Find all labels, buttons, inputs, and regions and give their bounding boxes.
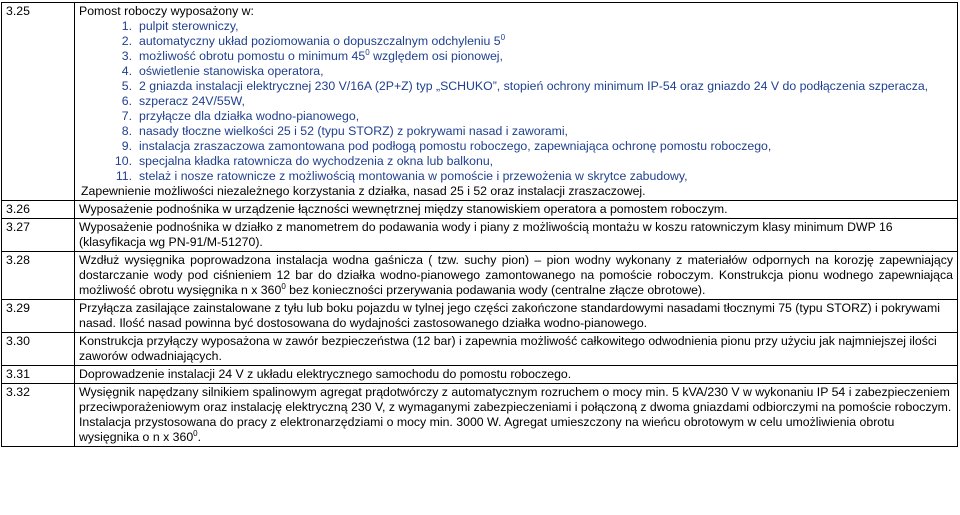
list-item-text <box>139 169 953 184</box>
list-item-text-main: nasady tłoczne wielkości 25 i 52 (typu STORZ) z pokrywami nasad i zaworami, <box>139 124 568 138</box>
table-row <box>2 384 958 447</box>
list-item-number: 10. <box>114 154 132 168</box>
specification-table <box>1 2 958 447</box>
section-title: Pomost roboczy wyposażony w: <box>79 4 254 18</box>
list-item-text-main: specjalna kładka ratownicza do wychodzenia z okna lub balkonu, <box>139 154 494 168</box>
list-item-text-main: pulpit sterowniczy, <box>139 19 239 33</box>
table-row <box>2 201 958 219</box>
list-item-number: 4. <box>121 64 132 78</box>
row-text-main: Wysięgnik napędzany silnikiem spalinowym agregat prądotwórczy z automatycznym rozruchem o mocy min. 5 kVA/230 V w wykonaniu IP 54 i zabezpieczeniem przeciwporażeniowym oraz instalację elektryczną 230 V, z wymaganymi zabezpieczeniami i połączoną z dwoma gniazdami odbiorczymi na pomoście roboczym. Instalacja przystosowana do pracy z elektronarzędziami o mocy min. 3000 W. Agregat umieszczony na wieńcu obrotowym w celu umożliwienia obrotu wysięgnika o n x 360 <box>79 385 952 444</box>
row-number: 3.25 <box>2 3 75 201</box>
section-footer: Zapewnienie możliwości niezależnego korzystania z działka, nasad 25 i 52 oraz instalacji zraszaczowej. <box>81 184 646 198</box>
list-item <box>79 19 953 34</box>
row-text <box>75 252 958 300</box>
degree-superscript: 0 <box>281 281 286 291</box>
list-item-text-main: oświetlenie stanowiska operatora, <box>139 64 324 78</box>
list-item <box>79 79 953 94</box>
list-item <box>79 94 953 109</box>
list-item-text <box>139 139 953 154</box>
table-row <box>2 300 958 333</box>
list-item-text <box>139 109 953 124</box>
list-item-text <box>139 79 953 94</box>
row-text: Doprowadzenie instalacji 24 V z układu elektrycznego samochodu do pomostu roboczego. <box>75 366 958 384</box>
degree-superscript: 0 <box>500 32 506 42</box>
row-text: Konstrukcja przyłączy wyposażona w zawór bezpieczeństwa (12 bar) i zapewnia możliwość całkowitego odwodnienia pionu przy użyciu jak najmniejszej ilości zaworów odwadniających. <box>75 333 958 366</box>
list-item-number: 9. <box>121 139 132 153</box>
list-item <box>79 49 953 64</box>
row-text: Wyposażenie podnośnika w urządzenie łączności wewnętrznej między stanowiskiem operatora a pomostem roboczym. <box>75 201 958 219</box>
list-item-text <box>139 49 953 64</box>
list-item-text-main: możliwość obrotu pomostu o minimum 45 <box>139 49 366 63</box>
list-item-text <box>139 94 953 109</box>
row-number: 3.27 <box>2 219 75 252</box>
list-item-number: 7. <box>121 109 132 123</box>
row-text: Przyłącza zasilające zainstalowane z tyłu lub boku pojazdu w tylnej jego części zakończone standardowymi nasadami tłocznymi 75 (typu STORZ) i pokrywami nasad. Ilość nasad powinna być dostosowana do wydajności zastosowanego działka wodno-pianowego. <box>75 300 958 333</box>
list-item <box>79 64 953 79</box>
table-row <box>2 333 958 366</box>
list-item-number: 11. <box>115 169 132 183</box>
list-item-number: 1. <box>121 19 132 33</box>
row-number: 3.31 <box>2 366 75 384</box>
list-item <box>79 154 953 169</box>
list-item <box>79 169 953 184</box>
list-item-text <box>139 19 953 34</box>
list-item-text-main: instalacja zraszaczowa zamontowana pod podłogą pomostu roboczego, zapewniająca ochronę pomostu roboczego, <box>139 139 772 153</box>
list-item <box>79 109 953 124</box>
row-number: 3.29 <box>2 300 75 333</box>
degree-superscript: 0 <box>365 47 370 57</box>
row-text-main: Wzdłuż wysięgnika poprowadzona instalacja wodna gaśnicza ( tzw. suchy pion) – pion wodny wykonany z materiałów odpornych na korozję zapewniający dostarczanie wody pod ciśnieniem 12 bar do działka wodno-pianowego zamontowanego na pomoście roboczym. Konstrukcja pionu wodnego zapewniająca możliwość obrotu wysięgnika n x 360 <box>79 253 953 297</box>
row-number: 3.28 <box>2 252 75 300</box>
list-item <box>79 139 953 154</box>
row-number: 3.26 <box>2 201 75 219</box>
list-item <box>79 34 953 49</box>
row-text-tail: bez konieczności przerywania podawania wody (centralne złącze obrotowe). <box>285 283 706 297</box>
list-item-text-main: stelaż i nosze ratownicze z możliwością montowania w pomoście i przewożenia w skrytce zabudowy, <box>139 169 688 183</box>
list-item-text-main: automatyczny układ poziomowania o dopuszczalnym odchyleniu 5 <box>139 34 501 48</box>
list-item-text-main: przyłącze dla działka wodno-pianowego, <box>139 109 360 123</box>
list-item-number: 3. <box>121 49 132 63</box>
list-item-number: 5. <box>121 79 132 93</box>
list-item-text-tail: względem osi pionowej, <box>369 49 503 63</box>
list-item-number: 8. <box>121 124 132 138</box>
row-number: 3.32 <box>2 384 75 447</box>
table-row <box>2 252 958 300</box>
row-text: Wyposażenie podnośnika w działko z manometrem do podawania wody i piany z możliwością montażu w koszu ratowniczym klasy minimum DWP 16 (klasyfikacja wg PN-91/M-51270). <box>75 219 958 252</box>
table-row <box>2 3 958 201</box>
row-text <box>75 384 958 447</box>
list-item-number: 6. <box>121 94 132 108</box>
table-row <box>2 219 958 252</box>
row-content <box>75 3 958 201</box>
degree-superscript: 0 <box>193 428 198 438</box>
equipment-list <box>79 19 953 184</box>
list-item <box>79 124 953 139</box>
row-number: 3.30 <box>2 333 75 366</box>
list-item-text <box>139 34 953 49</box>
list-item-number: 2. <box>121 34 132 48</box>
row-text-tail: . <box>197 430 202 444</box>
list-item-text <box>139 124 953 139</box>
list-item-text <box>139 64 953 79</box>
table-row <box>2 366 958 384</box>
list-item-text <box>139 154 953 169</box>
list-item-text-main: 2 gniazda instalacji elektrycznej 230 V/16A (2P+Z) typ „SCHUKO”, stopień ochrony minimum IP-54 oraz gniazdo 24 V do podłączenia szperacza, <box>139 79 929 93</box>
list-item-text-main: szperacz 24V/55W, <box>139 94 245 108</box>
